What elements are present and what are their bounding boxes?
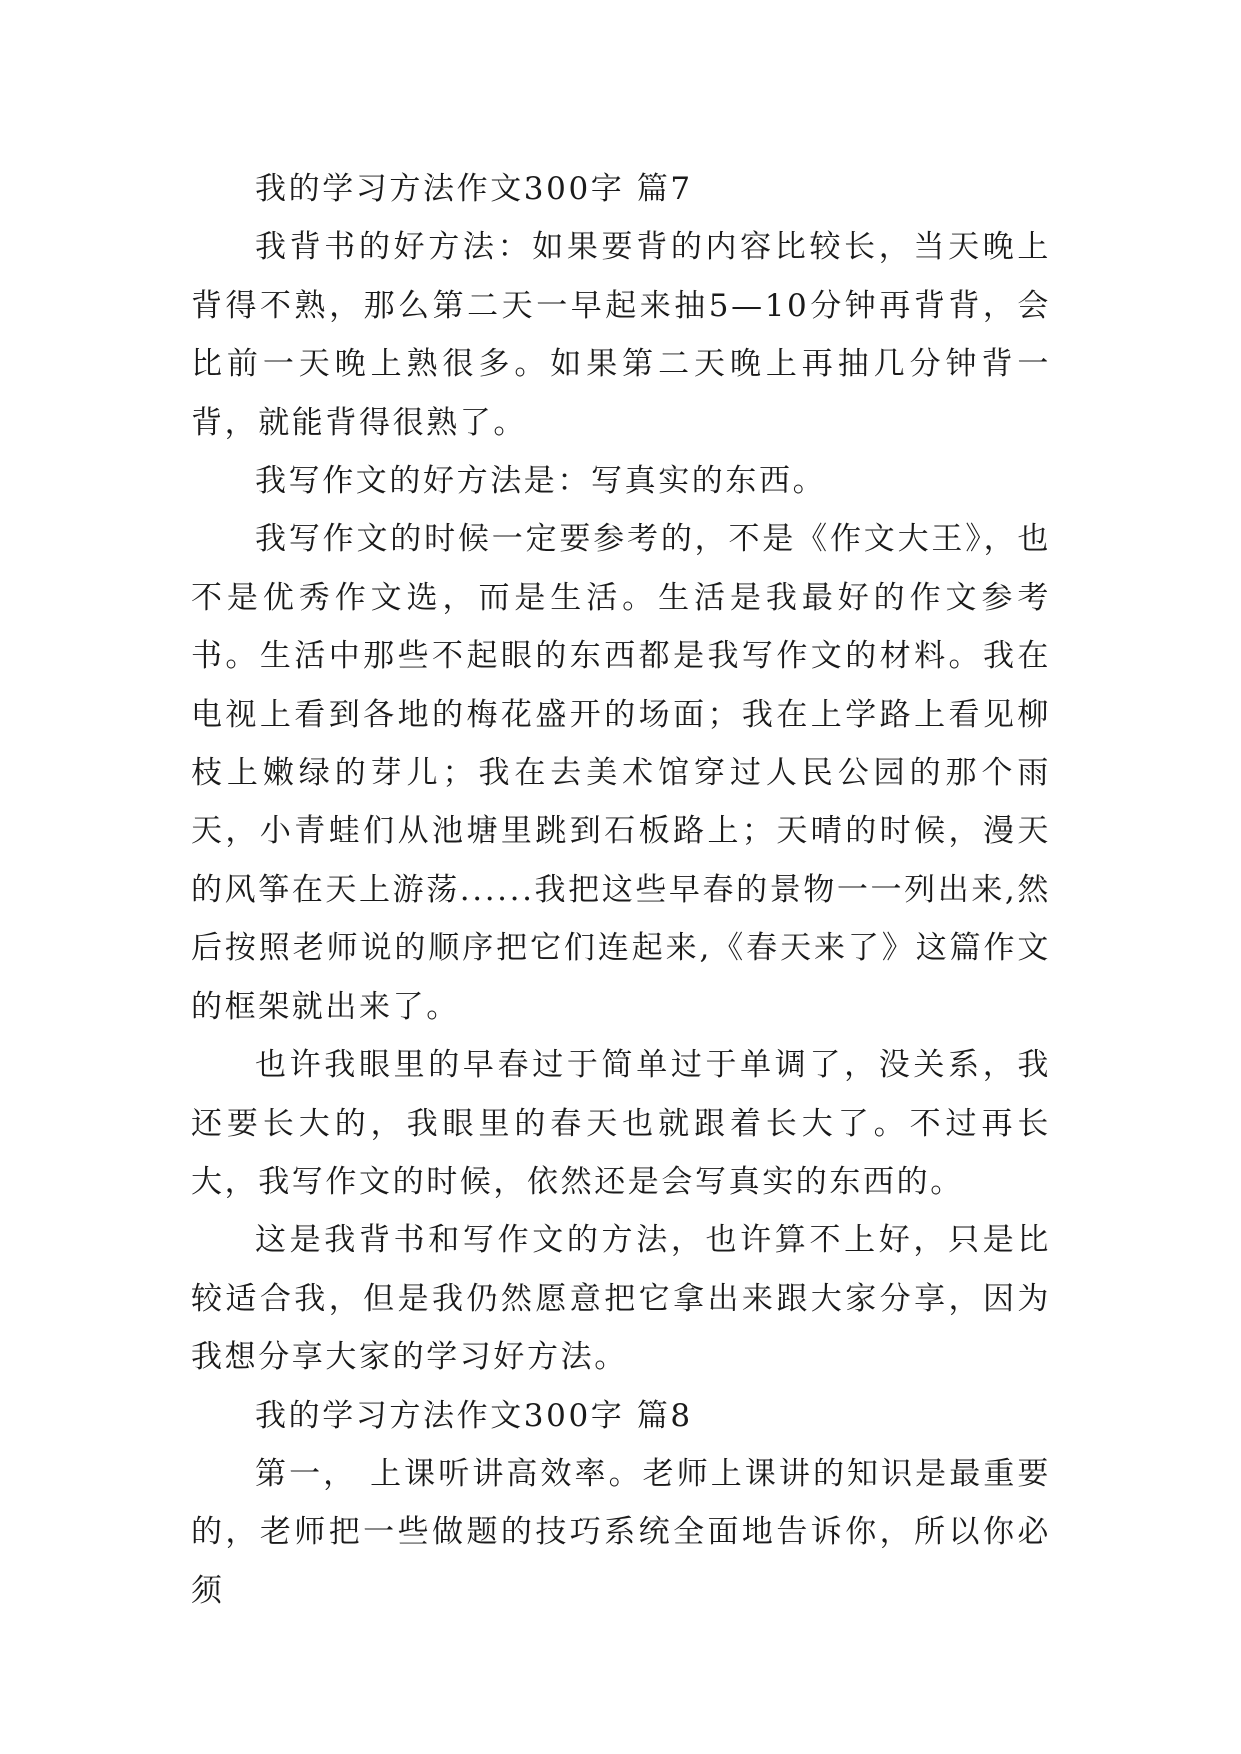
paragraph: 第一， 上课听讲高效率。老师上课讲的知识是最重要的，老师把一些做题的技巧系统全面地告诉你，所以你必须	[191, 1455, 1051, 1609]
paragraph: 这是我背书和写作文的方法，也许算不上好，只是比较适合我，但是我仍然愿意把它拿出来跟大家分享，因为我想分享大家的学习好方法。	[191, 1222, 1051, 1376]
section-heading: 我的学习方法作文300字 篇8	[255, 1397, 693, 1434]
paragraph: 我背书的好方法：如果要背的内容比较长，当天晚上背得不熟，那么第二天一早起来抽5—10分钟再背背，会比前一天晚上熟很多。如果第二天晚上再抽几分钟背一背，就能背得很熟了。	[191, 229, 1051, 441]
document-body	[191, 160, 1051, 1620]
paragraph: 也许我眼里的早春过于简单过于单调了，没关系，我还要长大的，我眼里的春天也就跟着长大了。不过再长大，我写作文的时候，依然还是会写真实的东西的。	[191, 1047, 1051, 1200]
paragraph: 我写作文的好方法是：写真实的东西。	[255, 463, 827, 500]
section-heading: 我的学习方法作文300字 篇7	[255, 171, 693, 207]
paragraph: 我写作文的时候一定要参考的，不是《作文大王》，也不是优秀作文选，而是生活。生活是我最好的作文参考书。生活中那些不起眼的东西都是我写作文的材料。我在电视上看到各地的梅花盛开的场面；我在上学路上看见柳枝上嫩绿的芽儿；我在去美术馆穿过人民公园的那个雨天，小青蛙们从池塘里跳到石板路上；天晴的时候，漫天的风筝在天上游荡......我把这些早春的景物一一列出来,然后按照老师说的顺序把它们连起来,《春天来了》这篇作文的框架就出来了。	[191, 521, 1051, 1025]
